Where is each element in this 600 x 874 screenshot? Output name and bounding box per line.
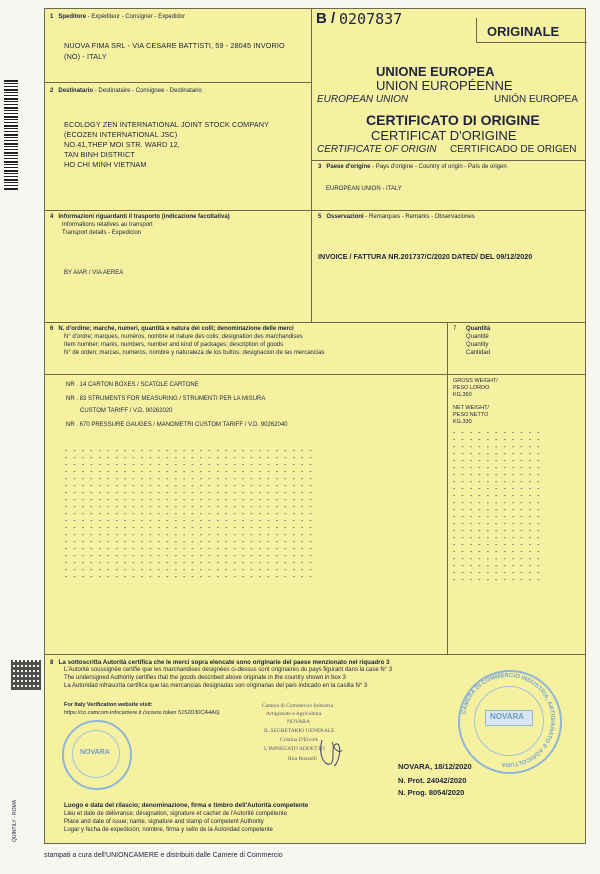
place-date: NOVARA, 18/12/2020 (398, 762, 472, 771)
box8-title: 8 La sottoscritta Autorità certifica che le merci sopra elencate sono originarie del paese menzionato nel riquadro 3 (50, 659, 390, 666)
country-of-origin: EUROPEAN UNION - ITALY (326, 186, 402, 192)
cancellation-dashes: - - - - - - - - - - - - - - - - - - - - - - - - - - - - - - - - - - - - - - - - - - - - - - - - - - - - - - - - - - - - - - - - - - - - - - - - - - - - - - - - - - - - - - - - - - - - - - - - - - - - - - - - - - - - - - - - - - - - - - - - - - - - - - - - - - - - - - - - - - - - - - - - - - - - - - - - - - - - - - - - - - - - - - - - - - - - - - - - - - - - - - - - - - - - - - - - - - - - - - - - - - - - - - - - - - - - - - - - - - - - - - - - - - - - - - - - - - - - - - - - - - (452, 429, 541, 584)
certificate-es: CERTIFICADO DE ORIGEN (450, 144, 577, 155)
remarks: INVOICE / FATTURA NR.201737/C/2020 DATED/ DEL 09/12/2020 (318, 252, 533, 261)
box2-label: 2 Destinatario - Destinataire - Consignee - Destinatario (50, 88, 202, 94)
side-print-mark: QUINTILY - ROMA (12, 799, 18, 842)
consignee-line: HO CHI MINH VIETNAM (64, 160, 147, 169)
consignee-line: NO.41,THEP MOI STR. WARD 12, (64, 140, 180, 149)
consignee-line: TAN BINH DISTRICT (64, 150, 135, 159)
chamber-line: L'IMPIEGATO ADDETTO (264, 746, 325, 752)
shipper-line1: NUOVA FIMA SRL - VIA CESARE BATTISTI, 59 - 28045 INVORIO (64, 41, 285, 50)
chamber-line: Artigianato e Agricoltura (266, 711, 322, 717)
qr-code (11, 660, 41, 690)
certificate-en: CERTIFICATE OF ORIGIN (317, 144, 437, 155)
chamber-line: Rita Bozzelli (288, 756, 317, 762)
net-weight-label: NET WEIGHT/ (453, 405, 489, 411)
transport-details: BY AIAR / VIA AEREA (64, 270, 124, 276)
gross-weight-label: GROSS WEIGHT/ (453, 378, 498, 384)
box4-label: 4 Informazioni riguardanti il trasporto (indicazione facoltativa) (50, 214, 230, 220)
original-label: ORIGINALE (487, 24, 560, 39)
box4-sub2: Transport details - Expedicion (62, 230, 142, 236)
gross-weight-label2: PESO LORDO (453, 385, 490, 391)
box7-label-fr: Quantité (466, 334, 489, 340)
chamber-line: NOVARA (287, 719, 310, 725)
union-en: EUROPEAN UNION (317, 94, 409, 105)
box7-label-es: Cantidad (466, 350, 491, 356)
signature (316, 736, 346, 770)
consignee-line: (ECOZEN INTERNATIONAL JSC) (64, 130, 178, 139)
divider (44, 654, 586, 655)
issue-es: Lugar y fecha de expedición; nombre, firma y sello de la Autoridad competente (64, 827, 273, 833)
divider (44, 82, 311, 83)
box7-label-it: Quantità (466, 326, 491, 332)
divider (44, 322, 586, 323)
gross-weight-value: KG.360 (453, 392, 472, 398)
net-weight-label2: PESO NETTO (453, 412, 489, 418)
certificate-fr: CERTIFICAT D'ORIGINE (371, 128, 517, 143)
progressive-number: N. Prog. 8054/2020 (398, 788, 465, 797)
serial-number: 0207837 (339, 10, 403, 28)
divider (311, 210, 586, 211)
protocol-number: N. Prot. 24042/2020 (398, 776, 467, 785)
net-weight-value: KG.330 (453, 419, 472, 425)
barcode (4, 80, 18, 190)
box3-label: 3 Paese d'origine - Pays d'origine - Country of origin - País de origen (318, 164, 507, 170)
certificate-it: CERTIFICATO DI ORIGINE (366, 112, 540, 128)
box5-label: 5 Osservazioni - Remarques - Remarks - Observaciones (318, 214, 475, 220)
union-fr: UNION EUROPÉENNE (376, 78, 513, 93)
box8-fr: L'Autorité soussignée certifie que les marchandises designées ci-dessus sont originaires du pays figurant dans la case N° 3 (64, 667, 393, 673)
issue-fr: Lieu et date de délivrance; désignation, signature et cachet de l'Autorité compétente (64, 811, 287, 817)
divider (44, 210, 311, 211)
goods-line: NR . 83 STRUMENTS FOR MEASURING / STRUMENTI PER LA MISURA (66, 396, 266, 402)
goods-line: CUSTOM TARIFF / V.D. 90262020 (80, 408, 173, 414)
divider (311, 160, 586, 161)
chamber-seal-text: NOVARA (490, 712, 525, 721)
divider (447, 322, 448, 654)
box7-label-en: Quantity (466, 342, 489, 348)
svg-text:CAMERA DI COMMERCIO INDUSTRIA,: CAMERA DI COMMERCIO INDUSTRIA, ARTIGIANATO E AGRICOLTURA (461, 672, 556, 768)
box4-sub1: Informations relatives au transport (62, 222, 153, 228)
chamber-line: Cristina D'Ercole (280, 737, 319, 743)
issue-en: Place and date of issue; name, signature and stamp of competent Authority (64, 819, 264, 825)
serial-prefix: B / (316, 10, 336, 27)
box6-label: 6 N. d'ordine; marche, numeri, quantità e natura dei colli; denominazione delle merci (50, 326, 294, 332)
issue-title: Luogo e data del rilascio; denominazione, firma e timbro dell'Autorità competente (64, 802, 309, 809)
novara-stamp-small-text: NOVARA (80, 749, 110, 756)
consignee-line: ECOLOGY ZEN INTERNATIONAL JOINT STOCK COMPANY (64, 120, 270, 129)
box8-en: The undersigned Authority certifies that the goods described above originate in the country shown in box 3 (64, 675, 346, 681)
union-es: UNIÓN EUROPEA (494, 94, 578, 105)
chamber-line: IL SEGRETARIO GENERALE (264, 728, 335, 734)
goods-line: NR . 14 CARTON BOXES / SCATOLE CARTONE (66, 382, 199, 388)
chamber-seal-ring-text (456, 668, 560, 772)
box1-label: 1 Speditore - Expéditeur - Consigner - Expedidor (50, 14, 186, 20)
verify-url[interactable]: https://co.camcom.infocamere.it (scoure token 5152D30CA4A6) (64, 710, 220, 716)
cancellation-dashes: - - - - - - - - - - - - - - - - - - - - - - - - - - - - - - - - - - - - - - - - - - - - - - - - - - - - - - - - - - - - - - - - - - - - - - - - - - - - - - - - - - - - - - - - - - - - - - - - - - - - - - - - - - - - - - - - - - - - - - - - - - - - - - - - - - - - - - - - - - - - - - - - - - - - - - - - - - - - - - - - - - - - - - - - - - - - - - - - - - - - - - - - - - - - - - - - - - - - - - - - - - - - - - - - - - - - - - - - - - - - - - - - - - - - - - - - - - - - - - - - - - - - - - - - - - - - - - - - - - - - - - - - - - - - - - - - - - - - - - - - - - - - - - - - - - - - - - - - - - - - - - - - - - - - - - - - - - - - - - - - - - - - - - - - - - - - - - - - - - - - - - - - - - - - - - - - - - - - - - - - - - - - - - - - - - - - - - - - - - - - - - - - - - - - - - - - - - - - - - - - - - - - - - - - - - - - - - - - - - - - - - - - - - - - - - - - - - - - - - - - - - - - - - - - - - - - - - - - - - - - - - - - - - - - - - - - - - - - - - - - - - - - - - - - - - - - - - - - - - - - - - - - - - - - - - - - - - - - - - - - - - - - - - - - - - - - - - - - - - - - - - - - - - - - - - - - - - - - - - - - - - - - - - - - - - (64, 447, 313, 581)
box6-sub1: N° d'ordre; marques, numéros, nombre et nature des colis; designation des marchandises (64, 334, 303, 340)
divider (311, 8, 312, 322)
union-it: UNIONE EUROPEA (376, 64, 495, 79)
box7-num: 7 (453, 326, 457, 332)
box6-sub2: Item number; marks, numbers, number and kind of packages; description of goods (64, 342, 284, 348)
bottom-note: stampati a cura dell'UNIONCAMERE e distribuiti dalle Camere di Commercio (44, 852, 283, 859)
verify-label: For Italy Verification website visit: (64, 702, 153, 708)
chamber-line: Camera di Commercio Industria (262, 703, 334, 709)
box6-sub3: N° de orden; marcas, numeros, nombre y naturaleza de los bultos; designacion de las mercancias (64, 350, 325, 356)
box8-es: La Autoridad infrascrita certifica que las mercancias designadas son originarias del país indicado en la casilla N° 3 (64, 683, 368, 689)
divider (44, 374, 586, 375)
goods-line: NR . 670 PRESSURE GAUGES / MANOMETRI CUSTOM TARIFF / V.D. 90262040 (66, 422, 288, 428)
shipper-line2: (NO) - ITALY (64, 52, 107, 61)
